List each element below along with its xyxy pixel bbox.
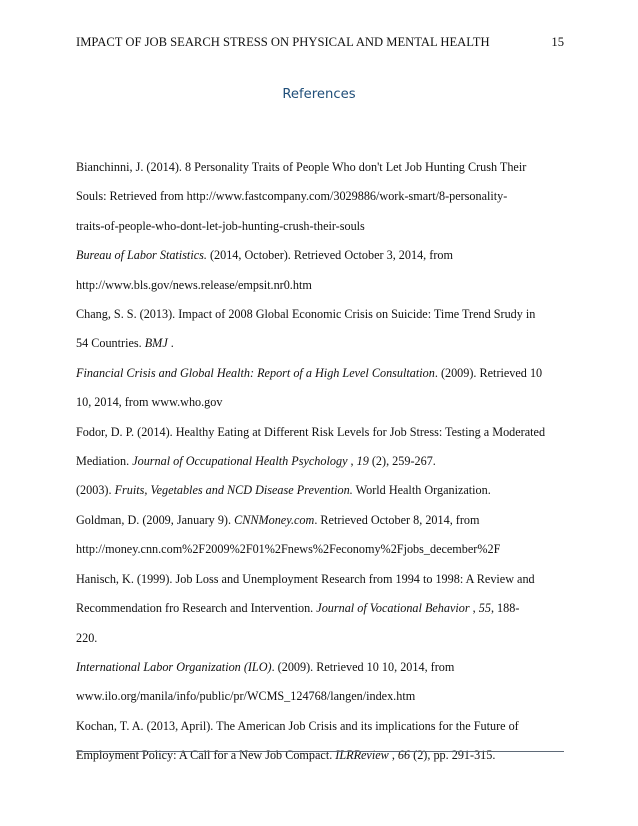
reference-text: World Health Organization. [352, 483, 491, 498]
journal-volume: 66 [397, 748, 411, 763]
reference-text: 220. [76, 630, 98, 645]
reference-line [76, 241, 564, 270]
reference-title: International Labor Organization (ILO) [76, 659, 272, 674]
references-heading: References [282, 86, 356, 102]
reference-text: , 188- [490, 601, 520, 616]
reference-line [76, 271, 564, 300]
reference-text: 54 Countries. [76, 336, 145, 351]
reference-title: Financial Crisis and Global Health: Report of a High Level Consultation [76, 365, 435, 380]
reference-line [76, 359, 564, 388]
journal-volume: 55 [478, 601, 491, 616]
journal-volume: 19 [356, 454, 369, 469]
reference-title: CNNMoney.com [234, 512, 315, 527]
reference-url: http://money.cnn.com%2F2009%2F01%2Fnews%2Feconomy%2Fjobs_december%2F [76, 542, 501, 557]
reference-text: , [347, 454, 357, 469]
reference-text: Mediation. [76, 454, 133, 469]
reference-text: (2), 259-267. [368, 454, 436, 469]
reference-entry [76, 653, 564, 712]
reference-title: Bureau of Labor Statistics. [76, 248, 207, 263]
reference-text: . (2009). Retrieved 10 [434, 365, 543, 380]
reference-line [76, 388, 564, 417]
journal-title: Journal of Occupational Health Psychology [132, 454, 348, 469]
reference-text: Kochan, T. A. (2013, April). The American Job Crisis and its implications for the Future of [76, 718, 519, 733]
reference-text: Employment Policy: A Call for a New Job Compact. [76, 748, 336, 763]
reference-entry [76, 359, 564, 418]
reference-text: Hanisch, K. (1999). Job Loss and Unemployment Research from 1994 to 1998: A Review and [76, 571, 535, 586]
reference-text: Fodor, D. P. (2014). Healthy Eating at Different Risk Levels for Job Stress: Testing a Moderated [76, 424, 546, 439]
reference-line [76, 653, 564, 682]
reference-line [76, 212, 564, 241]
reference-line [76, 447, 564, 476]
reference-entry [76, 300, 564, 359]
reference-text: Goldman, D. (2009, January 9). [76, 512, 235, 527]
reference-title: Fruits, Vegetables and NCD Disease Prevention. [114, 483, 353, 498]
reference-text: Chang, S. S. (2013). Impact of 2008 Global Economic Crisis on Suicide: Time Trend Srudy in [76, 307, 536, 322]
reference-line [76, 535, 564, 564]
reference-line [76, 506, 564, 535]
reference-text: . [167, 336, 174, 351]
reference-line [76, 182, 564, 211]
reference-line [76, 741, 564, 770]
reference-text: , [469, 601, 479, 616]
reference-text: (2003). [76, 483, 115, 498]
reference-entry [76, 241, 564, 300]
reference-line [76, 712, 564, 741]
reference-line [76, 153, 564, 182]
reference-entry [76, 153, 564, 241]
reference-line [76, 300, 564, 329]
reference-entry [76, 506, 564, 565]
running-head: IMPACT OF JOB SEARCH STRESS ON PHYSICAL AND MENTAL HEALTH [76, 35, 490, 49]
footer-divider [76, 751, 564, 752]
reference-text: traits-of-people-who-dont-let-job-hunting-crush-their-souls [76, 218, 365, 233]
reference-line [76, 682, 564, 711]
reference-text: (2), pp. 291-315. [410, 748, 496, 763]
reference-line [76, 565, 564, 594]
reference-url: 10, 2014, from www.who.gov [76, 395, 223, 410]
reference-text: Bianchinni, J. (2014). 8 Personality Traits of People Who don't Let Job Hunting Crush Their [76, 160, 527, 174]
reference-line [76, 624, 564, 653]
reference-entry [76, 565, 564, 653]
journal-title: BMJ [144, 336, 168, 351]
journal-title: Journal of Vocational Behavior [316, 601, 470, 616]
reference-entry [76, 476, 564, 505]
page-number: 15 [551, 35, 564, 49]
references-list [76, 153, 564, 771]
reference-line [76, 329, 564, 358]
reference-text: Souls: Retrieved from http://www.fastcompany.com/3029886/work-smart/8-personality- [76, 189, 508, 204]
reference-text: . (2009). Retrieved 10 10, 2014, from [271, 659, 455, 674]
reference-url: http://www.bls.gov/news.release/empsit.nr0.htm [76, 277, 312, 292]
reference-text: . Retrieved October 8, 2014, from [314, 512, 480, 527]
reference-text: Recommendation fro Research and Intervention. [76, 601, 317, 616]
reference-line [76, 594, 564, 623]
reference-entry [76, 712, 564, 771]
reference-text: (2014, October). Retrieved October 3, 2014, from [206, 248, 453, 263]
reference-entry [76, 418, 564, 477]
reference-line [76, 418, 564, 447]
journal-title: ILRReview [335, 748, 389, 763]
reference-line [76, 476, 564, 505]
reference-url: www.ilo.org/manila/info/public/pr/WCMS_124768/langen/index.htm [76, 689, 416, 704]
reference-text: , [388, 748, 398, 763]
